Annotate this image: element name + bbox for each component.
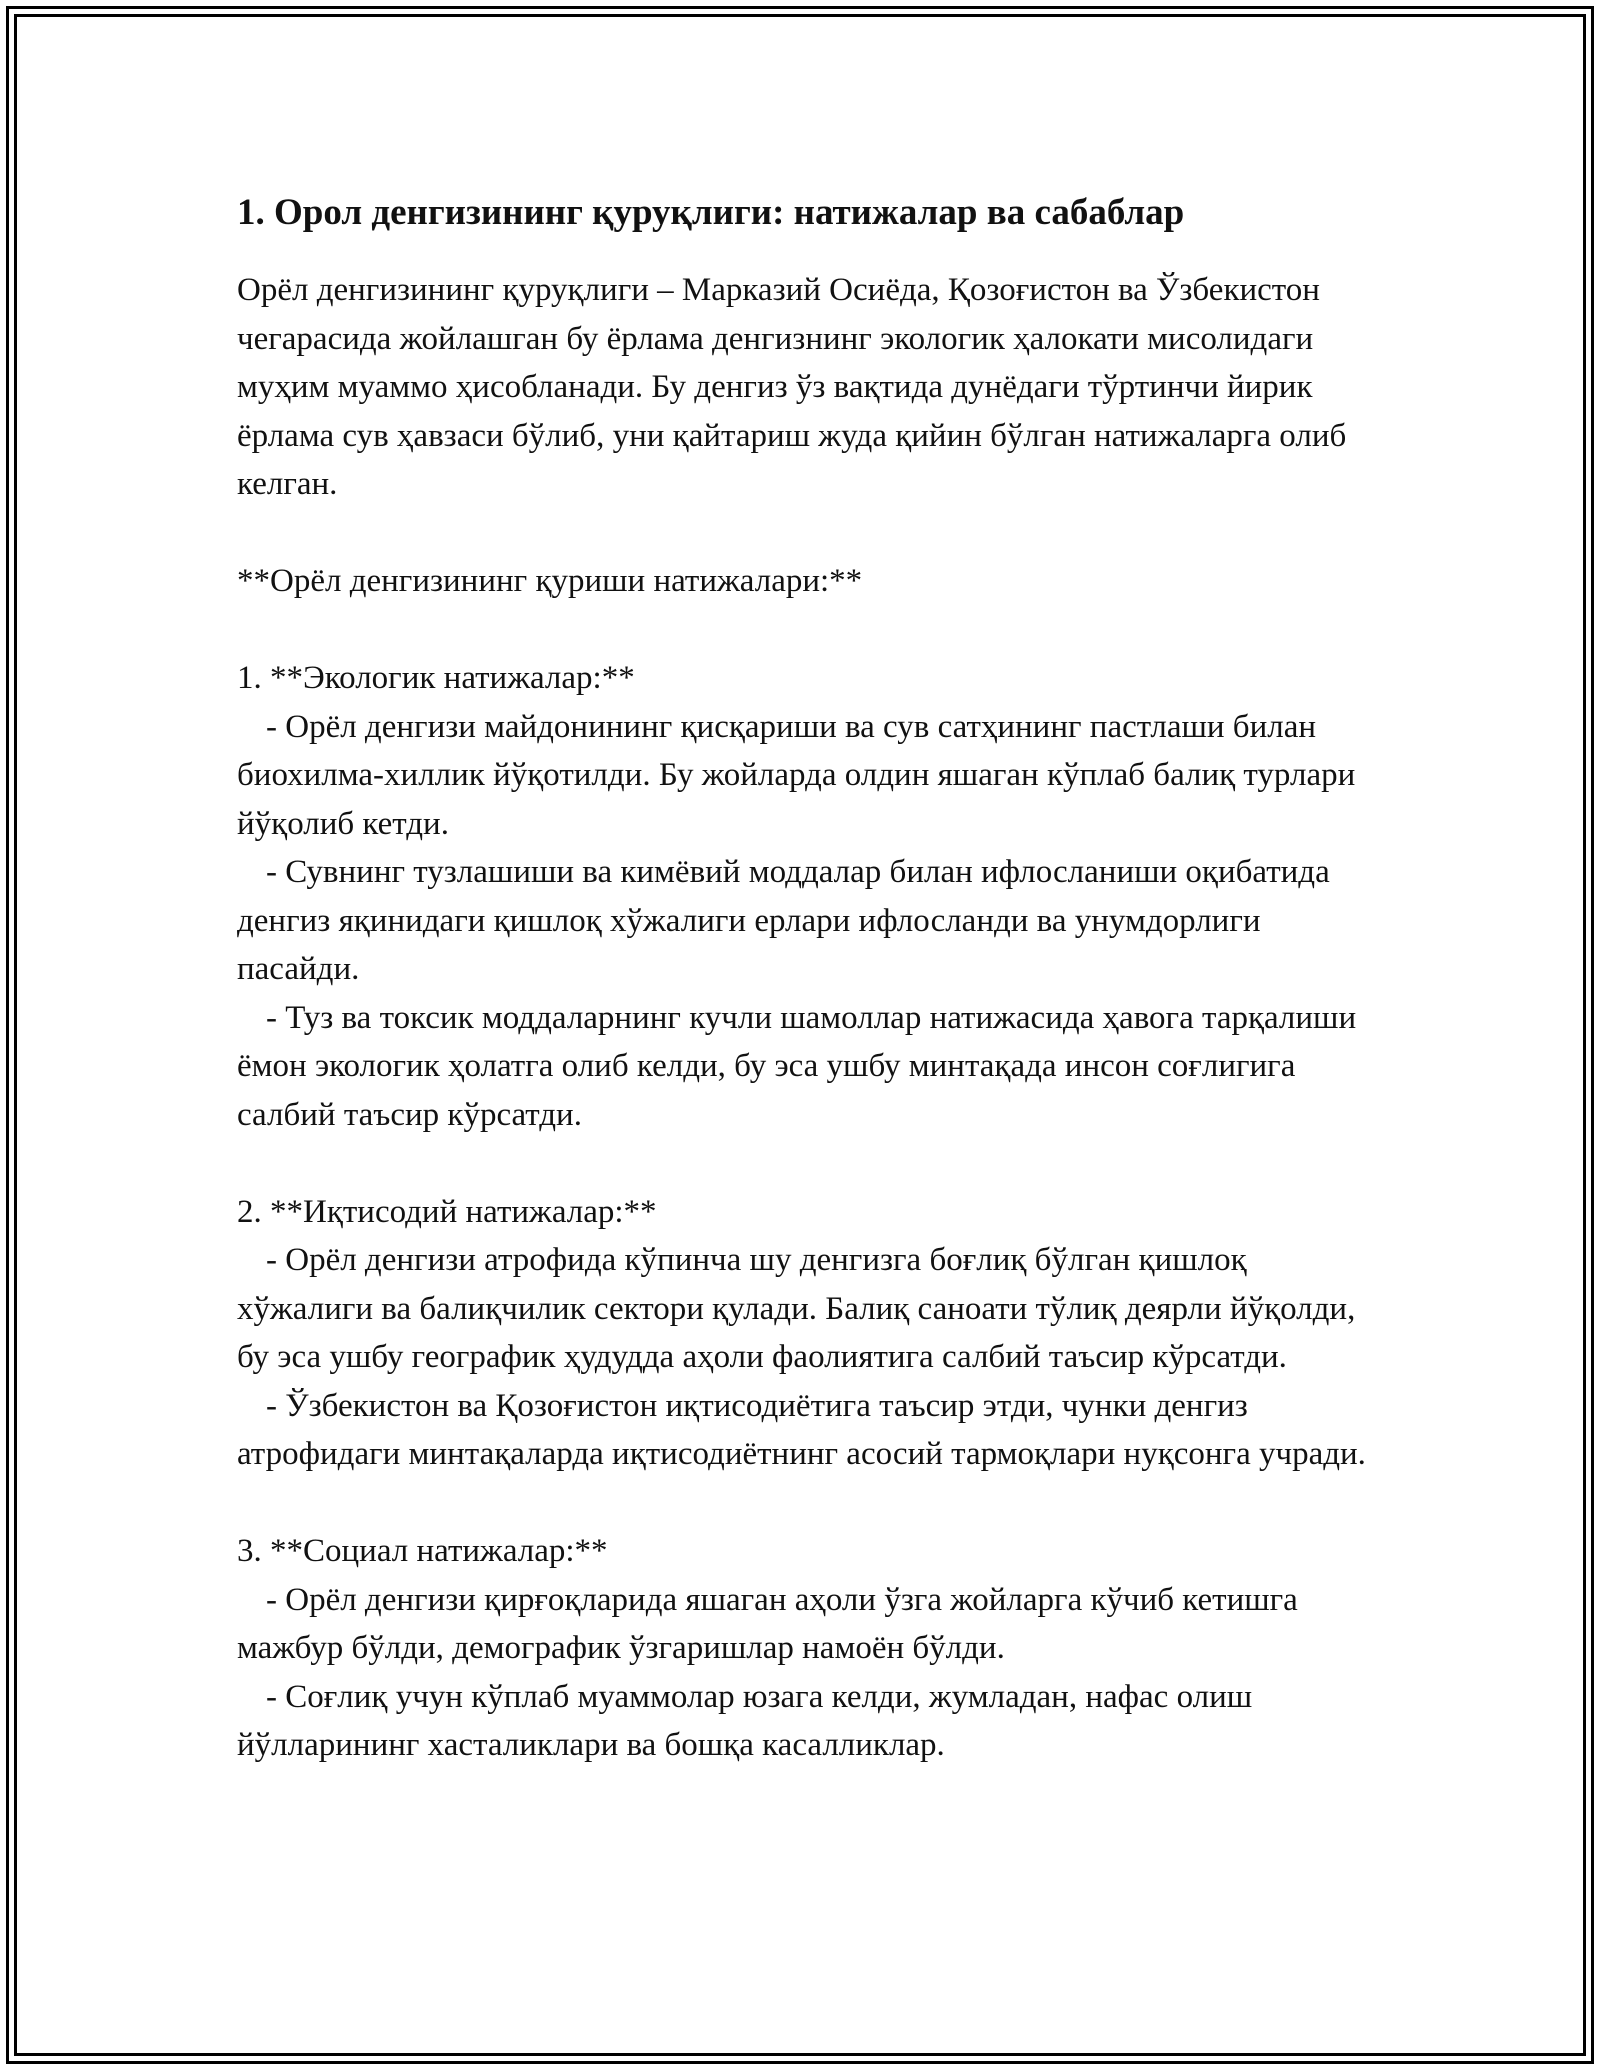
bullet-item: - Ўзбекистон ва Қозоғистон иқтисодиётига таъсир этди, чунки денгиз атрофидаги минтақаларда иқтисодиётнинг асосий тармоқлари нуқсонга учради. — [237, 1387, 1366, 1472]
section-ecological — [237, 654, 1377, 1139]
bullet-item: - Орёл денгизи қирғоқларида яшаган аҳоли ўзга жойларга кўчиб кетишга мажбур бўлди, демографик ўзгаришлар намоён бўлди. — [237, 1581, 1298, 1666]
paragraph-spacer — [237, 606, 1377, 655]
intro-paragraph: Орёл денгизининг қуруқлиги – Марказий Осиёда, Қозоғистон ва Ўзбекистон чегарасида жойлашган бу ёрлама денгизнинг экологик ҳалокати мисолидаги муҳим муаммо ҳисобланади. Бу денгиз ўз вақтида дунёдаги тўртинчи йирик ёрлама сув ҳавзаси бўлиб, уни қайтариш жуда қийин бўлган натижаларга олиб келган. — [237, 272, 1355, 502]
paragraph-spacer — [237, 1479, 1377, 1528]
document-title: 1. Орол денгизининг қуруқлиги: натижалар ва сабаблар — [237, 192, 1185, 233]
section-heading: 1. **Экологик натижалар:** — [237, 660, 635, 696]
bullet-item: - Сувнинг тузлашиши ва кимёвий моддалар билан ифлосланиши оқибатида денгиз яқинидаги қишлоқ хўжалиги ерлари ифлосланди ва унумдорлиги пасайди. — [237, 854, 1330, 987]
bullet-item: - Соғлиқ учун кўплаб муаммолар юзага келди, жумладан, нафас олиш йўлларининг хасталиклари ва бошқа касалликлар. — [237, 1678, 1253, 1763]
section-economic — [237, 1188, 1377, 1479]
section-social — [237, 1527, 1377, 1770]
paragraph-spacer — [237, 1139, 1377, 1188]
document-page — [237, 186, 1377, 1770]
paragraph-spacer — [237, 509, 1377, 558]
section-heading: 3. **Социал натижалар:** — [237, 1533, 608, 1569]
results-heading: **Орёл денгизининг қуриши натижалари:** — [237, 563, 863, 599]
bullet-item: - Туз ва токсик моддаларнинг кучли шамоллар натижасида ҳавога тарқалиши ёмон экологик ҳолатга олиб келди, бу эса ушбу минтақада инсон соғлигига салбий таъсир кўрсатди. — [237, 999, 1357, 1133]
bullet-item: - Орёл денгизи атрофида кўпинча шу денгизга боғлиқ бўлган қишлоқ хўжалиги ва балиқчилик сектори қулади. Балиқ саноати тўлиқ деярли йўқолди, бу эса ушбу географик ҳудудда аҳоли фаолиятига салбий таъсир кўрсатди. — [237, 1242, 1356, 1375]
section-heading: 2. **Иқтисодий натижалар:** — [237, 1193, 657, 1230]
bullet-item: - Орёл денгизи майдонининг қисқариши ва сув сатҳининг пастлаши билан биохилма-хиллик йўқотилди. Бу жойларда олдин яшаган кўплаб балиқ турлари йўқолиб кетди. — [237, 708, 1356, 842]
